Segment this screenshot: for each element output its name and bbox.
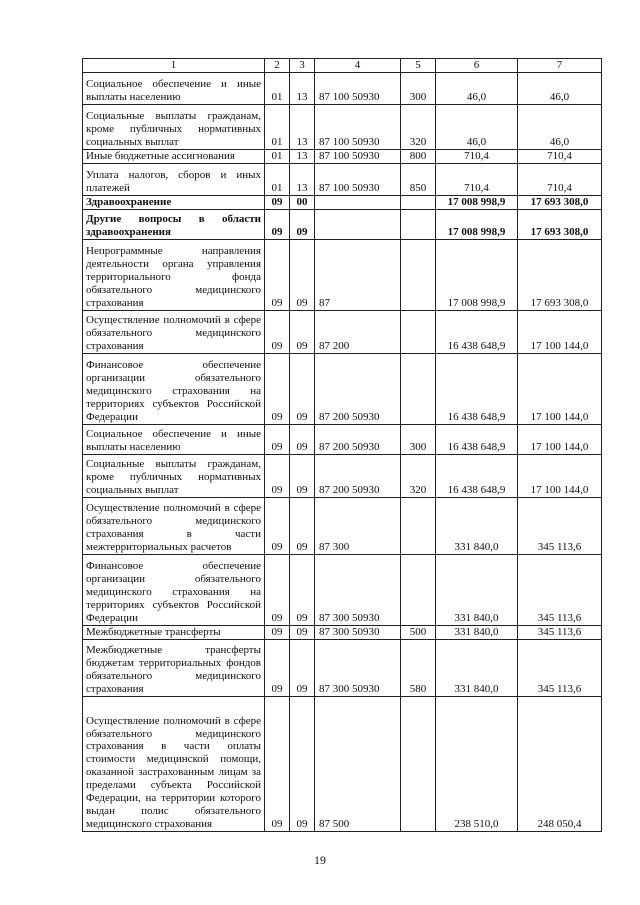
- header-cell: 2: [265, 59, 290, 73]
- header-cell: 1: [83, 59, 265, 73]
- row-amount-year2: 46,0: [518, 73, 602, 105]
- row-amount-year2: 17 100 144,0: [518, 424, 602, 454]
- table-row: [83, 239, 602, 310]
- row-section: 01: [265, 163, 290, 195]
- row-amount-year1: 331 840,0: [436, 625, 518, 639]
- row-subsection: 13: [290, 73, 315, 105]
- row-target-article: 87 200 50930: [315, 424, 401, 454]
- row-name: Осуществление полномочий в сфере обязательного медицинского страхования в части оплаты стоимости медицинской помощи, оказанной застрахованным лицам за пределами субъекта Российской Федерации, на территории которого выдан полис обязательного медицинского страхования: [83, 696, 265, 831]
- row-subsection: 09: [290, 454, 315, 497]
- row-subsection: 09: [290, 424, 315, 454]
- row-expense-type: 300: [401, 73, 436, 105]
- table-row: [83, 150, 602, 164]
- row-name: Социальные выплаты гражданам, кроме публичных нормативных социальных выплат: [83, 454, 265, 497]
- row-target-article: [315, 209, 401, 239]
- row-name: Социальное обеспечение и иные выплаты населению: [83, 424, 265, 454]
- row-target-article: 87 300 50930: [315, 625, 401, 639]
- row-name: Осуществление полномочий в сфере обязательного медицинского страхования в части межтерриториальных расчетов: [83, 497, 265, 554]
- row-target-article: 87 100 50930: [315, 163, 401, 195]
- row-target-article: 87 300: [315, 497, 401, 554]
- row-expense-type: 320: [401, 105, 436, 150]
- row-subsection: 13: [290, 163, 315, 195]
- row-expense-type: 320: [401, 454, 436, 497]
- table-row: [83, 497, 602, 554]
- row-amount-year2: 17 693 308,0: [518, 195, 602, 209]
- row-amount-year1: 46,0: [436, 105, 518, 150]
- row-target-article: 87 100 50930: [315, 105, 401, 150]
- row-section: 09: [265, 424, 290, 454]
- row-name: Финансовое обеспечение организации обязательного медицинского страхования на территориях субъектов Российской Федерации: [83, 554, 265, 625]
- row-amount-year2: 248 050,4: [518, 696, 602, 831]
- row-amount-year1: 16 438 648,9: [436, 310, 518, 353]
- row-amount-year1: 331 840,0: [436, 554, 518, 625]
- row-subsection: 00: [290, 195, 315, 209]
- table-row: [83, 424, 602, 454]
- row-amount-year2: 17 100 144,0: [518, 310, 602, 353]
- row-section: 09: [265, 310, 290, 353]
- row-name: Межбюджетные трансферты бюджетам территориальных фондов обязательного медицинского страхования: [83, 639, 265, 696]
- row-section: 09: [265, 239, 290, 310]
- row-amount-year1: 16 438 648,9: [436, 424, 518, 454]
- table-row: [83, 195, 602, 209]
- row-section: 09: [265, 454, 290, 497]
- row-name: Финансовое обеспечение организации обязательного медицинского страхования на территориях субъектов Российской Федерации: [83, 353, 265, 424]
- row-expense-type: 580: [401, 639, 436, 696]
- row-expense-type: [401, 310, 436, 353]
- header-cell: 5: [401, 59, 436, 73]
- row-amount-year2: 17 693 308,0: [518, 239, 602, 310]
- table-row: [83, 625, 602, 639]
- row-section: 09: [265, 353, 290, 424]
- row-amount-year1: 710,4: [436, 163, 518, 195]
- row-amount-year2: 46,0: [518, 105, 602, 150]
- header-cell: 6: [436, 59, 518, 73]
- row-amount-year2: 17 100 144,0: [518, 353, 602, 424]
- row-section: 09: [265, 625, 290, 639]
- row-subsection: 09: [290, 554, 315, 625]
- row-expense-type: [401, 209, 436, 239]
- row-amount-year1: 17 008 998,9: [436, 195, 518, 209]
- row-amount-year2: 345 113,6: [518, 497, 602, 554]
- row-target-article: 87 200 50930: [315, 353, 401, 424]
- row-amount-year2: 710,4: [518, 150, 602, 164]
- row-target-article: 87 200 50930: [315, 454, 401, 497]
- row-expense-type: [401, 696, 436, 831]
- row-section: 09: [265, 209, 290, 239]
- header-cell: 4: [315, 59, 401, 73]
- header-cell: 7: [518, 59, 602, 73]
- row-amount-year1: 46,0: [436, 73, 518, 105]
- row-target-article: [315, 195, 401, 209]
- row-expense-type: [401, 239, 436, 310]
- row-amount-year2: 710,4: [518, 163, 602, 195]
- row-section: 09: [265, 195, 290, 209]
- row-name: Межбюджетные трансферты: [83, 625, 265, 639]
- row-subsection: 09: [290, 696, 315, 831]
- row-name: Социальное обеспечение и иные выплаты населению: [83, 73, 265, 105]
- table-row: [83, 454, 602, 497]
- row-subsection: 09: [290, 239, 315, 310]
- row-name: Иные бюджетные ассигнования: [83, 150, 265, 164]
- row-expense-type: [401, 195, 436, 209]
- row-amount-year1: 331 840,0: [436, 639, 518, 696]
- row-expense-type: 500: [401, 625, 436, 639]
- row-name: Социальные выплаты гражданам, кроме публичных нормативных социальных выплат: [83, 105, 265, 150]
- row-section: 01: [265, 105, 290, 150]
- row-name: Другие вопросы в области здравоохранения: [83, 209, 265, 239]
- row-expense-type: [401, 554, 436, 625]
- row-expense-type: [401, 497, 436, 554]
- row-amount-year1: 710,4: [436, 150, 518, 164]
- row-expense-type: 800: [401, 150, 436, 164]
- row-section: 01: [265, 150, 290, 164]
- row-target-article: 87 300 50930: [315, 639, 401, 696]
- row-section: 09: [265, 554, 290, 625]
- table-row: [83, 639, 602, 696]
- row-subsection: 09: [290, 209, 315, 239]
- table-row: [83, 310, 602, 353]
- row-subsection: 13: [290, 150, 315, 164]
- budget-table: [82, 58, 602, 832]
- table-row: [83, 163, 602, 195]
- row-target-article: 87 100 50930: [315, 150, 401, 164]
- row-subsection: 09: [290, 497, 315, 554]
- row-target-article: 87 500: [315, 696, 401, 831]
- row-section: 09: [265, 639, 290, 696]
- table-header-row: [83, 59, 602, 73]
- row-section: 09: [265, 497, 290, 554]
- row-amount-year1: 331 840,0: [436, 497, 518, 554]
- row-subsection: 09: [290, 639, 315, 696]
- row-amount-year1: 17 008 998,9: [436, 209, 518, 239]
- row-amount-year2: 17 100 144,0: [518, 454, 602, 497]
- table-row: [83, 105, 602, 150]
- row-subsection: 13: [290, 105, 315, 150]
- row-amount-year1: 17 008 998,9: [436, 239, 518, 310]
- row-section: 01: [265, 73, 290, 105]
- row-subsection: 09: [290, 353, 315, 424]
- table-row: [83, 73, 602, 105]
- row-name: Здравоохранение: [83, 195, 265, 209]
- row-expense-type: [401, 353, 436, 424]
- row-name: Осуществление полномочий в сфере обязательного медицинского страхования: [83, 310, 265, 353]
- table-row: [83, 554, 602, 625]
- row-expense-type: 300: [401, 424, 436, 454]
- row-subsection: 09: [290, 310, 315, 353]
- row-amount-year1: 16 438 648,9: [436, 353, 518, 424]
- row-target-article: 87 300 50930: [315, 554, 401, 625]
- row-amount-year2: 345 113,6: [518, 639, 602, 696]
- row-target-article: 87: [315, 239, 401, 310]
- row-section: 09: [265, 696, 290, 831]
- table-row: [83, 353, 602, 424]
- table-row: [83, 696, 602, 831]
- row-amount-year2: 17 693 308,0: [518, 209, 602, 239]
- table-row: [83, 209, 602, 239]
- row-amount-year1: 238 510,0: [436, 696, 518, 831]
- row-target-article: 87 200: [315, 310, 401, 353]
- row-amount-year1: 16 438 648,9: [436, 454, 518, 497]
- row-subsection: 09: [290, 625, 315, 639]
- row-target-article: 87 100 50930: [315, 73, 401, 105]
- row-name: Непрограммные направления деятельности органа управления территориального фонда обязательного медицинского страхования: [83, 239, 265, 310]
- row-expense-type: 850: [401, 163, 436, 195]
- row-amount-year2: 345 113,6: [518, 554, 602, 625]
- row-name: Уплата налогов, сборов и иных платежей: [83, 163, 265, 195]
- header-cell: 3: [290, 59, 315, 73]
- row-amount-year2: 345 113,6: [518, 625, 602, 639]
- page-number: 19: [314, 853, 326, 867]
